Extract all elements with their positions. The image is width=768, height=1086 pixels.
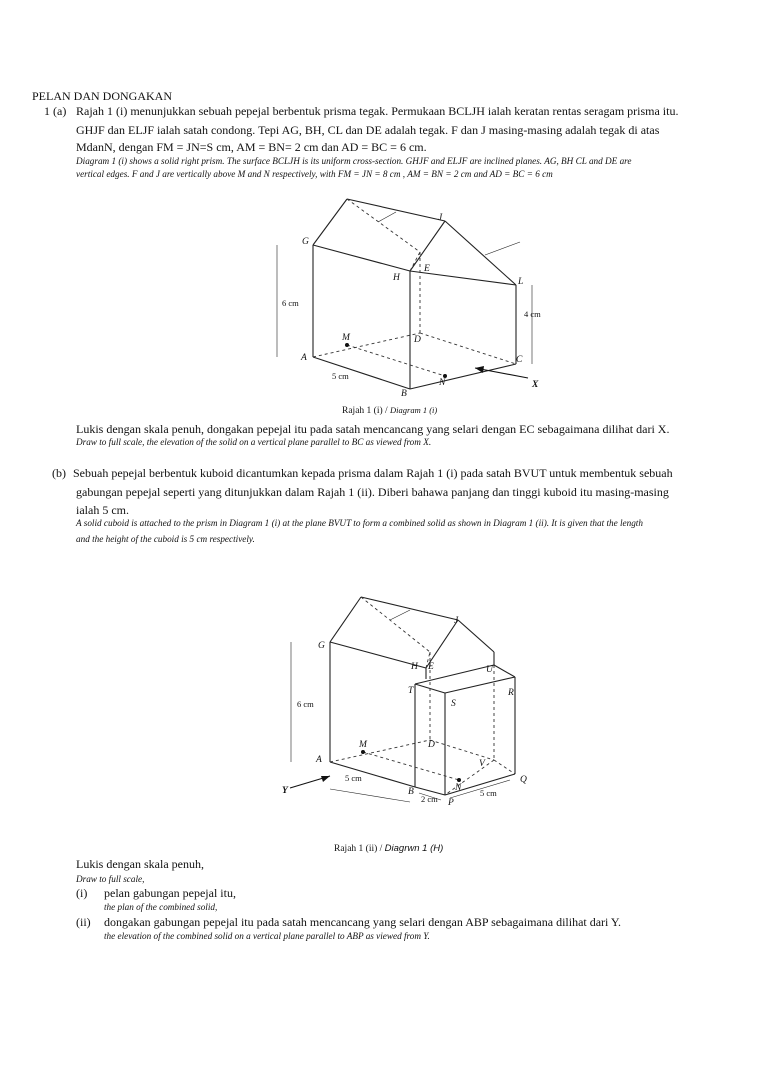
caption-diagram-1ii-en: Diagrwn 1 (H) [384,843,444,854]
label-j: J [454,616,459,626]
dim-6cm: 6 cm [282,298,299,308]
label-d: D [428,740,435,750]
q1a-english-line2: vertical edges. F and J are vertically above M and N respectively, with FM = JN = 8 cm , AM = BN = 2 cm and AD = BC = 6 cm [76,169,553,179]
page-heading: PELAN DAN DONGAKAN [32,89,172,103]
dim-5cm: 5 cm [332,371,349,381]
label-n: N [439,378,446,388]
label-u: U [486,665,493,675]
q1b-english-line2: and the height of the cuboid is 5 cm respectively. [76,534,255,544]
dim-5cm-right: 5 cm [480,788,497,798]
q1b-sub-ii-english: the elevation of the combined solid on a vertical plane parallel to ABP as viewed from Y. [104,931,430,941]
label-g: G [318,641,325,651]
q1b-text-line3: ialah 5 cm. [76,503,129,517]
q1a-text-line1: Rajah 1 (i) menunjukkan sebuah pepejal berbentuk prisma tegak. Permukaan BCLJH ialah keratan rentas seragam prisma itu. [76,104,679,118]
caption-diagram-1i-ms: Rajah 1 (i) / [342,406,388,416]
label-c: C [516,355,523,365]
q1a-text-line2: GHJF dan ELJF ialah satah condong. Tepi AG, BH, CL dan DE adalah tegak. F dan J masing-masing adalah tegak di atas [76,123,660,137]
q1b-sub-i-english: the plan of the combined solid, [104,902,218,912]
q1b-text-line1: Sebuah pepejal berbentuk kuboid dicantumkan kepada prisma dalam Rajah 1 (i) pada satah BVUT untuk membentuk sebuah [73,466,673,480]
label-v: V [479,759,485,769]
label-y: Y [282,786,288,796]
label-b: B [408,787,414,797]
q1b-sub-i-number: (i) [76,886,88,900]
label-q: Q [520,775,527,785]
label-t: T [408,686,414,696]
q1a-text-line3: MdanN, dengan FM = JN=S cm, AM = BN= 2 cm dan AD = BC = 6 cm. [76,140,427,154]
dim-2cm: 2 cm [421,794,438,804]
label-m: M [359,740,367,750]
label-s: S [451,699,456,709]
label-r: R [508,688,514,698]
q1b-sub-i-text: pelan gabungan pepejal itu, [104,886,236,900]
q1b-sub-ii-text: dongakan gabungan pepejal itu pada satah mencancang yang selari dengan ABP sebagaimana dilihat dari Y. [104,915,622,929]
label-x: X [532,380,539,390]
label-e: E [428,662,434,672]
caption-diagram-1i-en: Diagram 1 (i) [390,405,438,415]
label-e: E [424,264,430,274]
label-p: P [448,798,454,808]
q1a-instruction-english: Draw to full scale, the elevation of the solid on a vertical plane parallel to BC as viewed from X. [76,437,432,447]
q1b-english-line1: A solid cuboid is attached to the prism in Diagram 1 (i) at the plane BVUT to form a combined solid as shown in Diagram 1 (ii). It is given that the length [76,518,643,528]
q1a-instruction: Lukis dengan skala penuh, dongakan pepejal itu pada satah mencancang yang selari dengan EC sebagaimana dilihat dari X. [76,422,670,436]
label-h: H [393,273,400,283]
label-l: L [518,277,524,287]
dim-6cm: 6 cm [297,699,314,709]
label-b: B [401,389,407,399]
label-j: J [438,213,443,223]
q1b-number: (b) [52,466,66,480]
diagram-1-prism [270,190,570,405]
label-n: N [455,783,462,793]
q1b-instruction-english: Draw to full scale, [76,874,145,884]
q1a-number: 1 (a) [44,104,67,118]
caption-diagram-1ii-ms: Rajah 1 (ii) / [334,844,383,854]
label-a: A [301,353,307,363]
caption-diagram-1i [342,405,437,416]
dim-5cm-left: 5 cm [345,773,362,783]
label-m: M [342,333,350,343]
q1b-instruction: Lukis dengan skala penuh, [76,857,204,871]
label-a: A [316,755,322,765]
label-d: D [414,335,421,345]
caption-diagram-1ii [334,843,443,854]
label-g: G [302,237,309,247]
q1b-sub-ii-number: (ii) [76,915,91,929]
diagram-2-combined-solid [270,590,560,810]
q1a-english-line1: Diagram 1 (i) shows a solid right prism. The surface BCLJH is its uniform cross-section. GHJF and ELJF are inclined planes. AG, BH CL and DE are [76,156,632,166]
dim-4cm: 4 cm [524,309,541,319]
q1b-text-line2: gabungan pepejal seperti yang ditunjukkan dalam Rajah 1 (ii). Diberi bahawa panjang dan tinggi kuboid itu masing-masing [76,485,669,499]
label-h: H [411,662,418,672]
